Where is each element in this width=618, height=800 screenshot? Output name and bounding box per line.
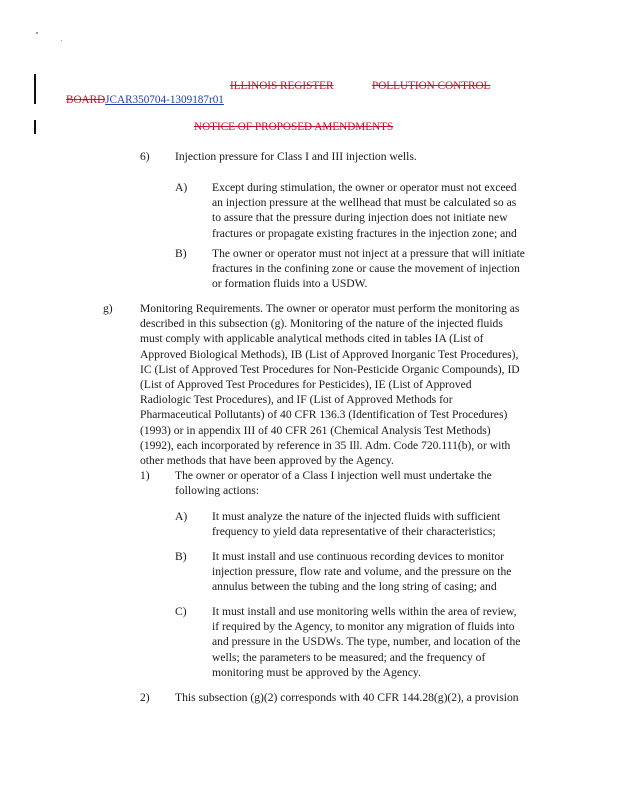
board-word: BOARD (66, 94, 106, 106)
item-g2-text: This subsection (g)(2) corresponds with 40 CFR 144.28(g)(2), a provision (175, 691, 519, 704)
item-g1-text: The owner or operator of a Class I injection well must undertake the following actions: (175, 469, 492, 498)
item-g1-marker: 1) (140, 469, 150, 482)
item-6a-marker: A) (175, 181, 188, 194)
scan-speck (61, 40, 62, 41)
item-g1b-marker: B) (175, 550, 187, 563)
item-6a-text: Except during stimulation, the owner or operator must not exceed an injection pressure at the wellhead that must be calculated so as to assure that the pressure during injection does not initiate new fractures or propagate existing fractures in the injection zone; and (212, 181, 517, 240)
item-g1b-text: It must install and use continuous recording devices to monitor injection pressure, flow rate and volume, and the pressure on the annulus between the tubing and the long string of casing; and (212, 550, 512, 594)
scan-speck (36, 32, 38, 34)
change-bar (34, 74, 36, 104)
item-g1c-marker: C) (175, 605, 187, 618)
board-title: POLLUTION CONTROL (372, 80, 491, 92)
item-6b-text: The owner or operator must not inject at a pressure that will initiate fractures in the confining zone or cause the movement of injection or formation fluids into a USDW. (212, 247, 525, 291)
board-jcar-line (66, 94, 224, 107)
item-g1c-text: It must install and use monitoring wells within the area of review, if required by the Agency, to monitor any migration of fluids into and pressure in the USDWs. The type, number, and location of the wells; the parameters to be measured; and the frequency of monitoring must be approved by the Agency. (212, 605, 521, 679)
item-g1a-text: It must analyze the nature of the injected fluids with sufficient frequency to yield data representative of their characteristics; (212, 510, 501, 539)
item-6-marker: 6) (140, 150, 150, 163)
notice-title: NOTICE OF PROPOSED AMENDMENTS (194, 121, 394, 133)
register-title: ILLINOIS REGISTER (230, 80, 334, 92)
subsection-g-marker: g) (103, 302, 113, 315)
change-bar (34, 120, 36, 134)
subsection-g-text: Monitoring Requirements. The owner or operator must perform the monitoring as described in this subsection (g). Monitoring of the nature of the injected fluids must comply with applicable analytical methods cited in tables IA (List of Approved Biological Methods), IB (List of Approved Inorganic Test Procedures), IC (List of Approved Test Procedures for Non-Pesticide Organic Compounds), ID (List of Approved Test Procedures for Pesticides), IE (List of Approved Radiologic Test Procedures), and IF (List of Approved Methods for Pharmaceutical Pollutants) of 40 CFR 136.3 (Identification of Test Procedures) (1993) or in appendix III of 40 CFR 261 (Chemical Analysis Test Methods) (1992), each incorporated by reference in 35 Ill. Adm. Code 720.111(b), or with other methods that have been approved by the Agency. (140, 302, 520, 468)
item-g1a-marker: A) (175, 510, 188, 523)
item-6-heading: Injection pressure for Class I and III injection wells. (175, 150, 417, 163)
item-g2-marker: 2) (140, 691, 150, 704)
jcar-code: JCAR350704-1309187r01 (105, 94, 224, 106)
item-6b-marker: B) (175, 247, 187, 260)
